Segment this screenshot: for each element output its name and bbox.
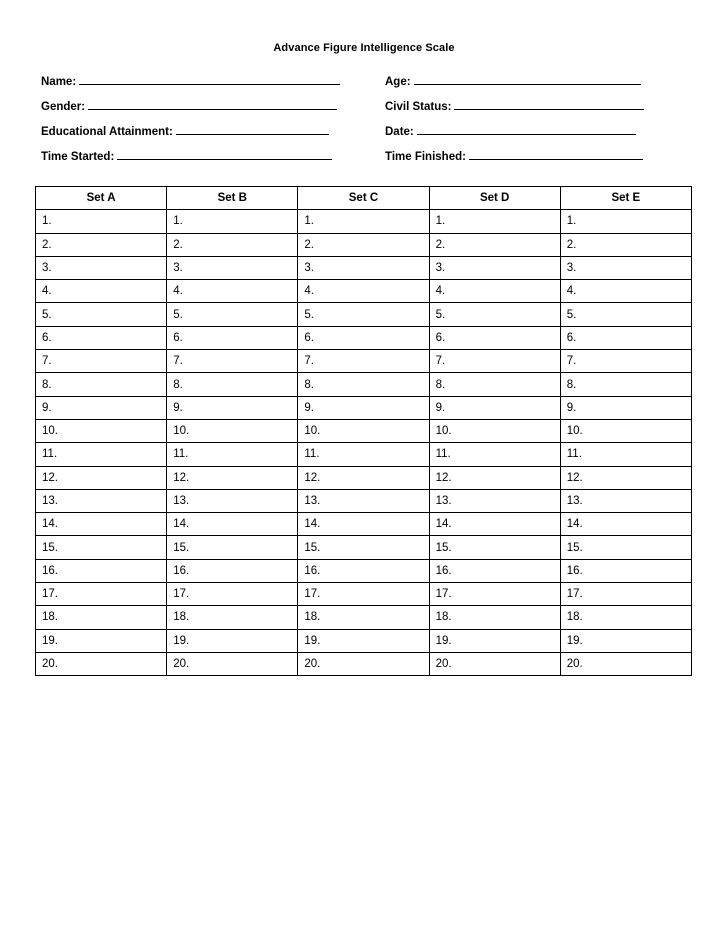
- answer-cell-set-c[interactable]: 12.: [298, 466, 429, 489]
- answer-cell-set-d[interactable]: 3.: [429, 256, 560, 279]
- table-body: [36, 210, 692, 676]
- date-field[interactable]: [385, 124, 636, 139]
- answer-cell-set-d[interactable]: 19.: [429, 629, 560, 652]
- answer-cell-set-d[interactable]: 14.: [429, 513, 560, 536]
- answer-cell-set-a[interactable]: 4.: [36, 280, 167, 303]
- answer-cell-set-b[interactable]: 1.: [167, 210, 298, 233]
- gender-blank-line[interactable]: [88, 99, 337, 110]
- table-row: [36, 583, 692, 606]
- answer-cell-set-a[interactable]: 14.: [36, 513, 167, 536]
- answer-cell-set-d[interactable]: 12.: [429, 466, 560, 489]
- answer-cell-set-c[interactable]: 2.: [298, 233, 429, 256]
- table-row: [36, 466, 692, 489]
- table-row: [36, 396, 692, 419]
- answer-cell-set-d[interactable]: 13.: [429, 489, 560, 512]
- answer-cell-set-b[interactable]: 18.: [167, 606, 298, 629]
- answer-cell-set-c[interactable]: 1.: [298, 210, 429, 233]
- answer-cell-set-e[interactable]: 17.: [560, 583, 691, 606]
- table-row: [36, 256, 692, 279]
- answer-cell-set-a[interactable]: 18.: [36, 606, 167, 629]
- table-row: [36, 629, 692, 652]
- gender-label: Gender:: [41, 101, 86, 113]
- table-row: [36, 443, 692, 466]
- answer-cell-set-c[interactable]: 15.: [298, 536, 429, 559]
- answer-cell-set-e[interactable]: 7.: [560, 350, 691, 373]
- answer-cell-set-d[interactable]: 15.: [429, 536, 560, 559]
- answer-cell-set-a[interactable]: 16.: [36, 559, 167, 582]
- answer-cell-set-a[interactable]: 9.: [36, 396, 167, 419]
- answer-cell-set-c[interactable]: 4.: [298, 280, 429, 303]
- time-started-field[interactable]: [41, 149, 332, 164]
- name-label: Name:: [41, 76, 77, 88]
- table-row: [36, 350, 692, 373]
- answer-cell-set-e[interactable]: 13.: [560, 489, 691, 512]
- answer-cell-set-c[interactable]: 9.: [298, 396, 429, 419]
- answer-cell-set-c[interactable]: 3.: [298, 256, 429, 279]
- answer-cell-set-c[interactable]: 7.: [298, 350, 429, 373]
- educational-attainment-blank-line[interactable]: [176, 124, 329, 135]
- answer-cell-set-b[interactable]: 14.: [167, 513, 298, 536]
- header-set-b: Set B: [167, 187, 298, 210]
- age-label: Age:: [385, 76, 411, 88]
- answer-cell-set-a[interactable]: 5.: [36, 303, 167, 326]
- answer-cell-set-a[interactable]: 17.: [36, 583, 167, 606]
- answer-cell-set-a[interactable]: 8.: [36, 373, 167, 396]
- answer-cell-set-b[interactable]: 13.: [167, 489, 298, 512]
- answer-cell-set-c[interactable]: 13.: [298, 489, 429, 512]
- answer-cell-set-e[interactable]: 18.: [560, 606, 691, 629]
- time-finished-field[interactable]: [385, 149, 643, 164]
- answer-cell-set-d[interactable]: 4.: [429, 280, 560, 303]
- answer-cell-set-e[interactable]: 15.: [560, 536, 691, 559]
- table-row: [36, 489, 692, 512]
- educational-attainment-label: Educational Attainment:: [41, 126, 173, 138]
- answer-cell-set-a[interactable]: 7.: [36, 350, 167, 373]
- header-set-e: Set E: [560, 187, 691, 210]
- answer-cell-set-e[interactable]: 10.: [560, 419, 691, 442]
- educational-attainment-field[interactable]: [41, 124, 329, 139]
- answer-cell-set-d[interactable]: 6.: [429, 326, 560, 349]
- answer-sheet-table: [35, 186, 692, 676]
- table-row: [36, 303, 692, 326]
- answer-cell-set-b[interactable]: 20.: [167, 652, 298, 675]
- answer-cell-set-a[interactable]: 2.: [36, 233, 167, 256]
- answer-cell-set-c[interactable]: 10.: [298, 419, 429, 442]
- answer-cell-set-b[interactable]: 16.: [167, 559, 298, 582]
- date-label: Date:: [385, 126, 414, 138]
- header-set-a: Set A: [36, 187, 167, 210]
- table-row: [36, 606, 692, 629]
- gender-field[interactable]: [41, 99, 337, 114]
- answer-cell-set-e[interactable]: 6.: [560, 326, 691, 349]
- table-row: [36, 652, 692, 675]
- answer-cell-set-b[interactable]: 5.: [167, 303, 298, 326]
- answer-cell-set-d[interactable]: 20.: [429, 652, 560, 675]
- answer-cell-set-e[interactable]: 4.: [560, 280, 691, 303]
- date-blank-line[interactable]: [417, 124, 636, 135]
- time-started-label: Time Started:: [41, 151, 115, 163]
- answer-cell-set-c[interactable]: 16.: [298, 559, 429, 582]
- answer-cell-set-e[interactable]: 20.: [560, 652, 691, 675]
- answer-cell-set-e[interactable]: 2.: [560, 233, 691, 256]
- answer-cell-set-e[interactable]: 5.: [560, 303, 691, 326]
- answer-cell-set-c[interactable]: 20.: [298, 652, 429, 675]
- name-field[interactable]: [41, 74, 340, 89]
- answer-cell-set-c[interactable]: 17.: [298, 583, 429, 606]
- answer-cell-set-e[interactable]: 12.: [560, 466, 691, 489]
- answer-cell-set-a[interactable]: 15.: [36, 536, 167, 559]
- answer-cell-set-d[interactable]: 18.: [429, 606, 560, 629]
- answer-cell-set-c[interactable]: 11.: [298, 443, 429, 466]
- answer-cell-set-b[interactable]: 11.: [167, 443, 298, 466]
- table-row: [36, 280, 692, 303]
- answer-cell-set-c[interactable]: 5.: [298, 303, 429, 326]
- answer-cell-set-a[interactable]: 13.: [36, 489, 167, 512]
- civil-status-field[interactable]: [385, 99, 644, 114]
- table-row: [36, 536, 692, 559]
- answer-cell-set-e[interactable]: 14.: [560, 513, 691, 536]
- answer-cell-set-d[interactable]: 7.: [429, 350, 560, 373]
- time-finished-label: Time Finished:: [385, 151, 466, 163]
- answer-cell-set-b[interactable]: 19.: [167, 629, 298, 652]
- answer-cell-set-e[interactable]: 19.: [560, 629, 691, 652]
- table-row: [36, 373, 692, 396]
- answer-cell-set-a[interactable]: 12.: [36, 466, 167, 489]
- answer-cell-set-d[interactable]: 11.: [429, 443, 560, 466]
- answer-cell-set-d[interactable]: 5.: [429, 303, 560, 326]
- answer-cell-set-b[interactable]: 6.: [167, 326, 298, 349]
- answer-cell-set-e[interactable]: 11.: [560, 443, 691, 466]
- answer-cell-set-a[interactable]: 1.: [36, 210, 167, 233]
- table-row: [36, 233, 692, 256]
- header-set-d: Set D: [429, 187, 560, 210]
- answer-cell-set-b[interactable]: 2.: [167, 233, 298, 256]
- answer-cell-set-d[interactable]: 17.: [429, 583, 560, 606]
- answer-cell-set-b[interactable]: 17.: [167, 583, 298, 606]
- answer-cell-set-a[interactable]: 6.: [36, 326, 167, 349]
- answer-cell-set-e[interactable]: 1.: [560, 210, 691, 233]
- answer-cell-set-a[interactable]: 3.: [36, 256, 167, 279]
- age-blank-line[interactable]: [414, 74, 641, 85]
- answer-cell-set-a[interactable]: 20.: [36, 652, 167, 675]
- table-header-row: [36, 187, 692, 210]
- answer-cell-set-a[interactable]: 10.: [36, 419, 167, 442]
- answer-cell-set-d[interactable]: 1.: [429, 210, 560, 233]
- table-row: [36, 513, 692, 536]
- answer-cell-set-c[interactable]: 6.: [298, 326, 429, 349]
- answer-cell-set-b[interactable]: 8.: [167, 373, 298, 396]
- answer-cell-set-b[interactable]: 7.: [167, 350, 298, 373]
- age-field[interactable]: [385, 74, 641, 89]
- civil-status-label: Civil Status:: [385, 101, 452, 113]
- answer-cell-set-e[interactable]: 16.: [560, 559, 691, 582]
- answer-cell-set-c[interactable]: 8.: [298, 373, 429, 396]
- answer-cell-set-b[interactable]: 3.: [167, 256, 298, 279]
- answer-cell-set-a[interactable]: 11.: [36, 443, 167, 466]
- answer-cell-set-e[interactable]: 3.: [560, 256, 691, 279]
- answer-cell-set-b[interactable]: 9.: [167, 396, 298, 419]
- answer-cell-set-d[interactable]: 8.: [429, 373, 560, 396]
- table-row: [36, 419, 692, 442]
- answer-cell-set-b[interactable]: 15.: [167, 536, 298, 559]
- answer-cell-set-e[interactable]: 8.: [560, 373, 691, 396]
- answer-cell-set-b[interactable]: 4.: [167, 280, 298, 303]
- header-set-c: Set C: [298, 187, 429, 210]
- civil-status-blank-line[interactable]: [454, 99, 644, 110]
- answer-cell-set-d[interactable]: 16.: [429, 559, 560, 582]
- answer-cell-set-c[interactable]: 19.: [298, 629, 429, 652]
- time-finished-blank-line[interactable]: [469, 149, 643, 160]
- table-row: [36, 559, 692, 582]
- time-started-blank-line[interactable]: [117, 149, 332, 160]
- page-title: Advance Figure Intelligence Scale: [273, 42, 455, 54]
- table-row: [36, 326, 692, 349]
- answer-cell-set-e[interactable]: 9.: [560, 396, 691, 419]
- answer-cell-set-c[interactable]: 14.: [298, 513, 429, 536]
- answer-cell-set-b[interactable]: 10.: [167, 419, 298, 442]
- answer-cell-set-d[interactable]: 9.: [429, 396, 560, 419]
- table-row: [36, 210, 692, 233]
- answer-cell-set-b[interactable]: 12.: [167, 466, 298, 489]
- answer-cell-set-d[interactable]: 2.: [429, 233, 560, 256]
- name-blank-line[interactable]: [79, 74, 340, 85]
- answer-cell-set-c[interactable]: 18.: [298, 606, 429, 629]
- answer-cell-set-a[interactable]: 19.: [36, 629, 167, 652]
- answer-cell-set-d[interactable]: 10.: [429, 419, 560, 442]
